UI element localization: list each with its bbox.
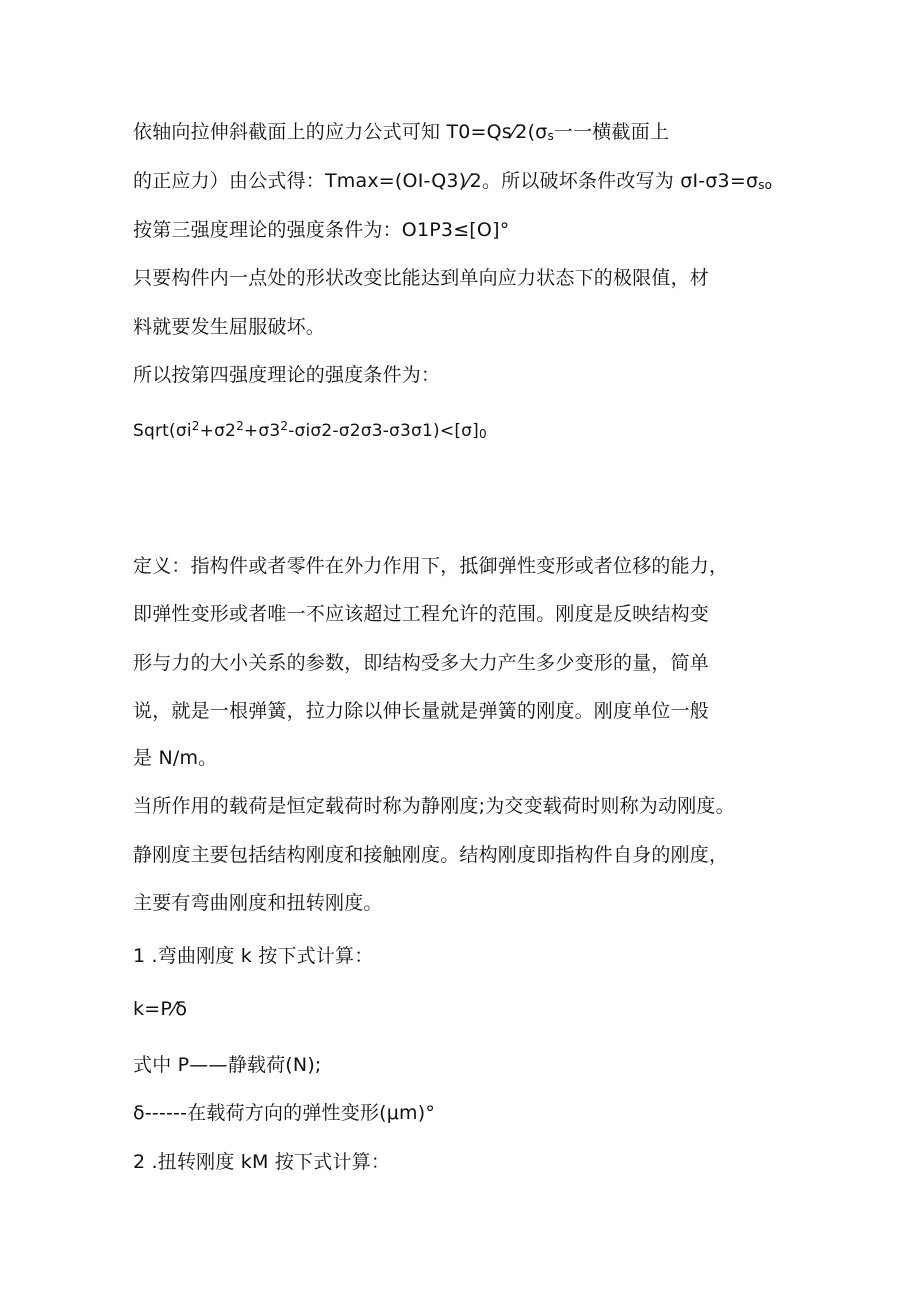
paragraph-line: 式中 P——静载荷(N); xyxy=(133,1054,322,1076)
paragraph-line: 按第三强度理论的强度条件为：O1P3≤[O]° xyxy=(133,219,510,241)
subscript: s xyxy=(547,129,554,143)
paragraph-line: 形与力的大小关系的参数，即结构受多大力产生多少变形的量，简单 xyxy=(133,652,710,674)
paragraph-line: 是 N/m。 xyxy=(133,747,218,769)
subscript: so xyxy=(758,178,773,192)
paragraph-line: 料就要发生屈服破坏。 xyxy=(133,316,326,338)
paragraph-line: 只要构件内一点处的形状改变比能达到单向应力状态下的极限值，材 xyxy=(133,267,710,289)
formula-segment: Sqrt(σi xyxy=(133,421,192,441)
paragraph-line: 说，就是一根弹簧，拉力除以伸长量就是弹簧的刚度。刚度单位一般 xyxy=(133,700,710,722)
paragraph-line: δ------在载荷方向的弹性变形(μm)° xyxy=(133,1102,436,1124)
list-item-heading: 2 .扭转刚度 kM 按下式计算： xyxy=(133,1151,391,1173)
text-segment: 的正应力）由公式得：Tmax=(OI-Q3)⁄2。所以破坏条件改写为 σI-σ3=σ xyxy=(133,170,759,192)
superscript: 2 xyxy=(236,419,244,433)
text-segment: 一一横截面上 xyxy=(553,121,670,143)
superscript: 2 xyxy=(191,419,200,433)
paragraph-line: 定义：指构件或者零件在外力作用下，抵御弹性变形或者位移的能力， xyxy=(133,555,729,577)
formula-segment: -σiσ2-σ2σ3-σ3σ1)<[σ] xyxy=(288,421,479,441)
list-item-heading: 1 .弯曲刚度 k 按下式计算： xyxy=(133,945,374,967)
formula-segment: +σ2 xyxy=(199,421,237,441)
paragraph-line: 静刚度主要包括结构刚度和接触刚度。结构刚度即指构件自身的刚度， xyxy=(133,844,729,866)
paragraph-line xyxy=(133,119,813,149)
text-segment: 依轴向拉伸斜截面上的应力公式可知 T0=Qs⁄2(σ xyxy=(133,121,548,143)
subscript: 0 xyxy=(478,427,487,441)
formula-line: k=P⁄δ xyxy=(133,998,188,1020)
paragraph-line: 所以按第四强度理论的强度条件为： xyxy=(133,364,441,386)
paragraph-line: 即弹性变形或者唯一不应该超过工程允许的范围。刚度是反映结构变 xyxy=(133,603,710,625)
superscript: 2 xyxy=(280,419,289,433)
paragraph-line: 主要有弯曲刚度和扭转刚度。 xyxy=(133,892,383,914)
paragraph-line xyxy=(133,168,813,198)
formula-line xyxy=(133,413,813,447)
formula-segment: +σ3 xyxy=(243,421,281,441)
paragraph-line: 当所作用的载荷是恒定载荷时称为静刚度;为交变载荷时则称为动刚度。 xyxy=(133,795,735,817)
